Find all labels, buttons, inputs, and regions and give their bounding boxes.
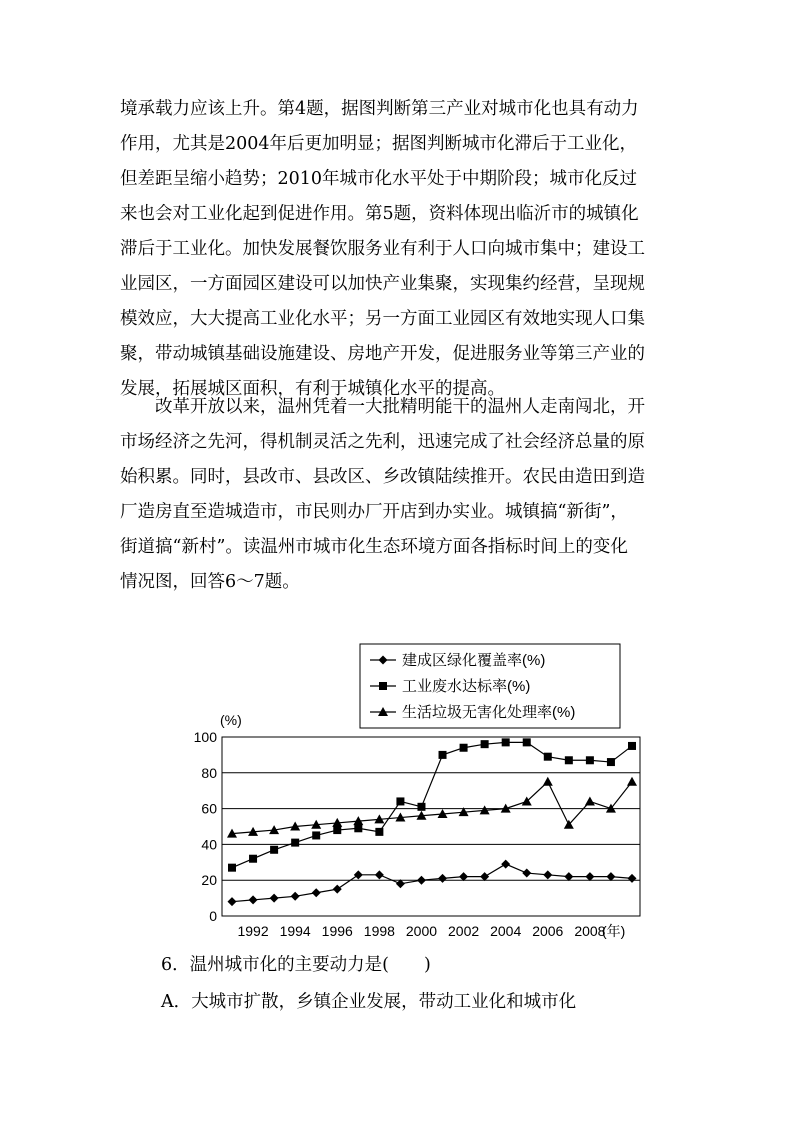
data-point [396, 797, 404, 805]
data-point [291, 892, 300, 901]
x-axis-label: (年) [602, 923, 626, 939]
data-point [439, 751, 447, 759]
y-axis-label: (%) [220, 712, 242, 728]
data-point [607, 758, 615, 766]
data-point [523, 738, 531, 746]
data-point [460, 744, 468, 752]
x-tick-label: 1994 [279, 923, 311, 939]
plot-frame [222, 737, 640, 916]
y-tick-label: 80 [201, 764, 217, 781]
data-point [628, 742, 636, 750]
data-point [585, 796, 595, 805]
data-point [270, 894, 279, 903]
text-line: 但差距呈缩小趋势；2010年城市化水平处于中期阶段；城市化反过 [120, 169, 638, 189]
data-point [333, 885, 342, 894]
x-tick-label: 2004 [490, 923, 522, 939]
data-point [501, 860, 510, 869]
data-point [333, 826, 341, 834]
data-point [586, 756, 594, 764]
option-a: A．大城市扩散，乡镇企业发展，带动工业化和城市化 [161, 992, 577, 1012]
data-point [501, 804, 511, 813]
text-line: 街道搞“新村”。读温州市城市化生态环境方面各指标时间上的变化 [120, 537, 628, 557]
data-point [270, 846, 278, 854]
y-tick-label: 20 [201, 872, 217, 889]
y-tick-label: 40 [201, 836, 217, 853]
legend-label: 工业废水达标率(%) [402, 678, 531, 695]
text-line: 来也会对工业化起到促进作用。第5题，资料体现出临沂市的城镇化 [120, 204, 639, 224]
data-point [249, 855, 257, 863]
text-line: 聚，带动城镇基础设施建设、房地产开发，促进服务业等第三产业的 [120, 344, 645, 364]
text-line: 滞后于工业化。加快发展餐饮服务业有利于人口向城市集中；建设工 [120, 239, 645, 259]
data-point [543, 777, 553, 786]
paragraph-2 [120, 390, 676, 600]
data-point [228, 864, 236, 872]
question-6: 6．温州城市化的主要动力是( ) [161, 955, 431, 975]
text-line: 境承载力应该上升。第4题，据图判断第三产业对城市化也具有动力 [120, 99, 639, 119]
x-tick-label: 1996 [321, 923, 353, 939]
data-point [354, 824, 362, 832]
data-point [628, 874, 637, 883]
data-point [417, 803, 425, 811]
text-line: 模效应，大大提高工业化水平；另一方面工业园区有效地实现人口集 [120, 309, 645, 329]
data-point [502, 738, 510, 746]
legend-label: 生活垃圾无害化处理率(%) [402, 704, 576, 721]
data-point [312, 831, 320, 839]
data-point [522, 869, 531, 878]
data-point [565, 756, 573, 764]
data-point [375, 828, 383, 836]
legend-label: 建成区绿化覆盖率(%) [402, 652, 546, 669]
data-point [228, 897, 237, 906]
data-point [438, 874, 447, 883]
data-point [375, 870, 384, 879]
data-point [417, 876, 426, 885]
data-point [291, 839, 299, 847]
text-line: 作用，尤其是2004年后更加明显；据图判断城市化滞后于工业化， [120, 134, 638, 154]
line-chart [190, 638, 650, 948]
x-tick-label: 2006 [532, 923, 564, 939]
text-line: 情况图，回答6～7题。 [120, 572, 300, 592]
x-tick-label: 1998 [363, 923, 395, 939]
legend-marker [379, 682, 387, 690]
y-tick-label: 100 [193, 729, 217, 745]
data-point [544, 753, 552, 761]
data-point [627, 777, 637, 786]
text-line: 厂造房直至造城造市，市民则办厂开店到办实业。城镇搞“新街”， [120, 502, 628, 522]
data-point [354, 870, 363, 879]
x-tick-label: 2002 [448, 923, 480, 939]
text-line: 业园区，一方面园区建设可以加快产业集聚，实现集约经营，呈现规 [120, 274, 645, 294]
text-line: 发展，拓展城区面积，有利于城镇化水平的提高。 [120, 379, 505, 399]
data-point [481, 740, 489, 748]
text-line: 始积累。同时，县改市、县改区、乡改镇陆续推开。农民由造田到造 [120, 467, 645, 487]
data-point [312, 888, 321, 897]
x-tick-label: 2008 [574, 923, 606, 939]
x-tick-label: 2000 [405, 923, 438, 939]
data-point [249, 895, 258, 904]
text-line: 改革开放以来，温州凭着一大批精明能干的温州人走南闯北，开 [120, 397, 645, 417]
y-tick-label: 0 [209, 908, 217, 924]
paragraph-1 [120, 92, 676, 407]
x-tick-label: 1992 [237, 923, 269, 939]
data-point [543, 870, 552, 879]
text-line: 市场经济之先河，得机制灵活之先利，迅速完成了社会经济总量的原 [120, 432, 645, 452]
y-tick-label: 60 [201, 800, 217, 817]
